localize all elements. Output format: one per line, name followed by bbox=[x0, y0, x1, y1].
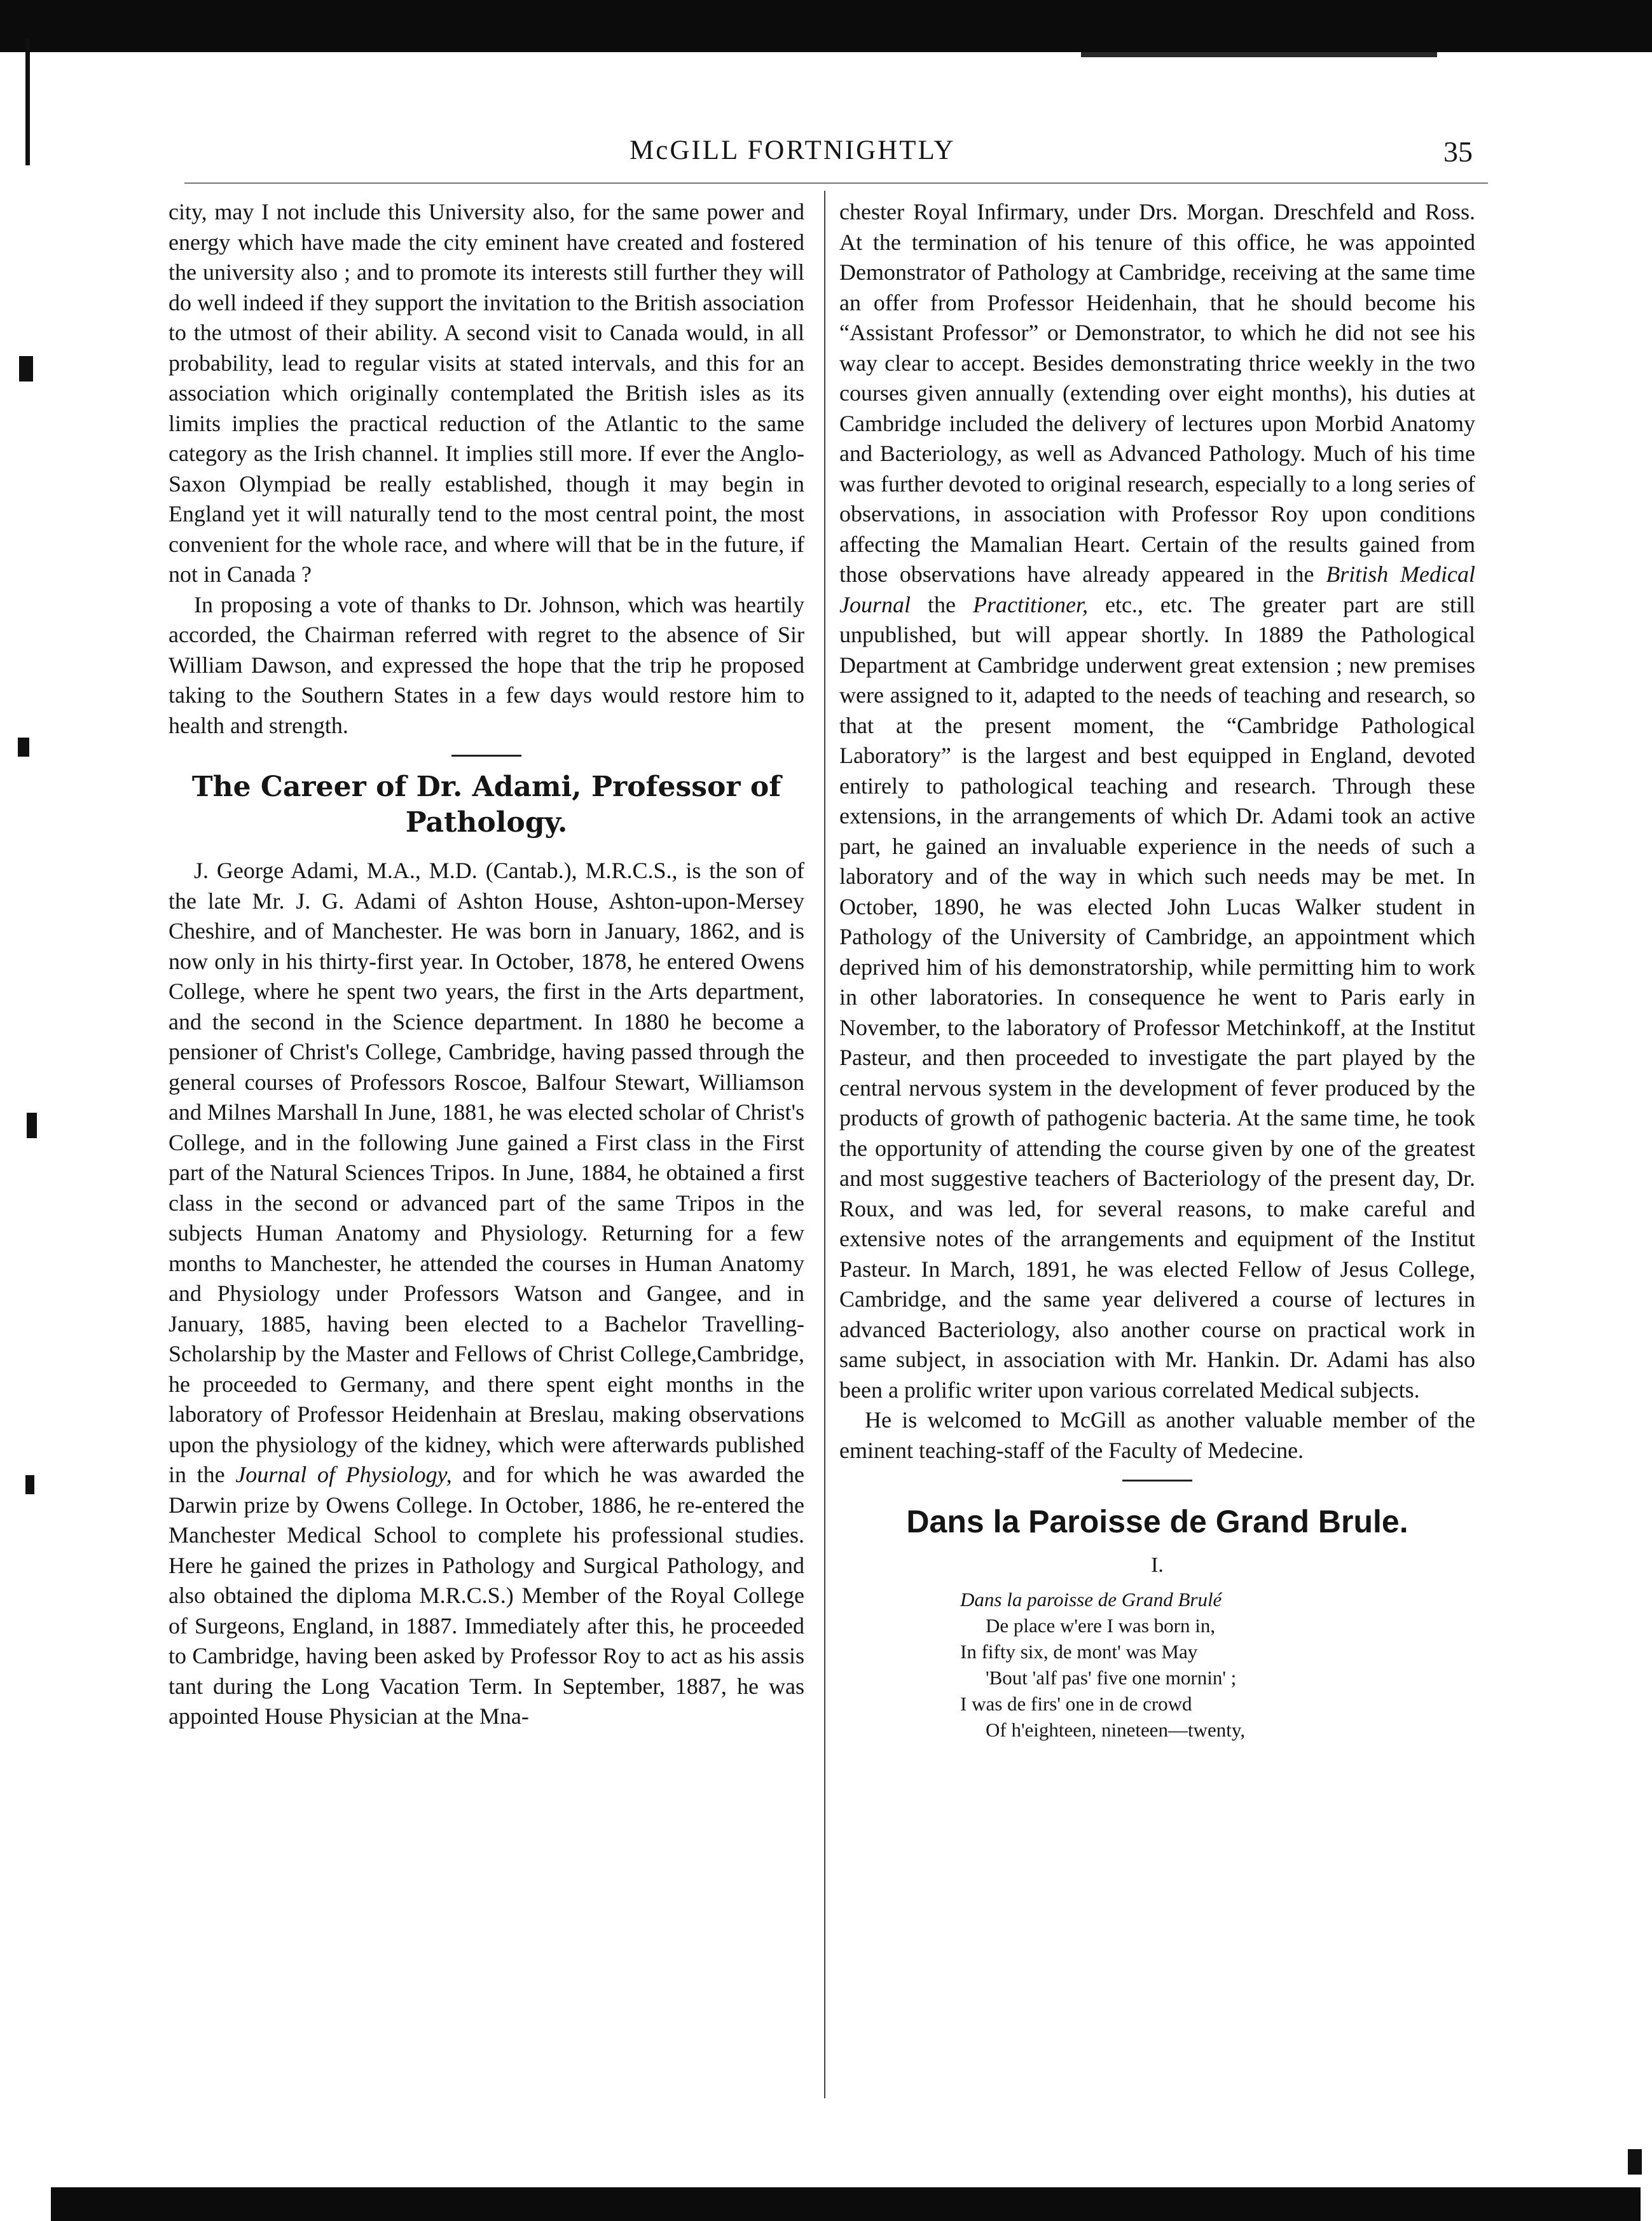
scan-margin-speck bbox=[19, 356, 33, 382]
scan-top-border-edge bbox=[1081, 52, 1437, 57]
poem-line: Of h'eighteen, nineteen—twenty, bbox=[986, 1719, 1246, 1741]
paragraph-welcome: He is welcomed to McGill as another valuable member of the eminent teaching-staff of the Faculty of Medecine. bbox=[839, 1407, 1475, 1463]
paragraph-british-association: city, may I not include this University also, for the same power and energy which have made the city eminent have created and fostered the university also ; and to promote its interests still further they will do well indeed if they support the invitation to the British association to the utmost of their ability. A second visit to Canada would, in all probability, lead to regular visits at stated intervals, and this for an association which originally contemplated the British isles as its limits implies the practical reduction of the Atlantic to the same category as the Irish channel. It implies still more. If ever the Anglo-Saxon Olympiad be really established, though it may begin in England yet it will naturally tend to the most central point, the most convenient for the whole race, and where will that be in the future, if not in Canada ? bbox=[169, 199, 804, 587]
journal-bmj: British Medical Journal bbox=[839, 561, 1476, 617]
poem-line: De place w'ere I was born in, bbox=[986, 1614, 1216, 1637]
header-rule bbox=[184, 182, 1488, 184]
scan-top-border bbox=[0, 0, 1652, 52]
paragraph-adami-biography bbox=[169, 856, 804, 1732]
poem-line: In fifty six, de mont' was May bbox=[960, 1640, 1198, 1663]
scan-margin-speck bbox=[18, 738, 29, 757]
scan-margin-speck bbox=[25, 1475, 34, 1494]
section-divider bbox=[451, 755, 521, 757]
connector-word: the bbox=[928, 591, 956, 617]
poem-line: 'Bout 'alf pas' five one mornin' ; bbox=[986, 1667, 1237, 1689]
poem-section-number: I. bbox=[1151, 1553, 1164, 1577]
poem-line: I was de firs' one in de crowd bbox=[960, 1693, 1192, 1715]
running-head: McGILL FORTNIGHTLY bbox=[630, 135, 956, 165]
biography-text: J. George Adami, M.A., M.D. (Cantab.), M.R.C.S., is the son of the late Mr. J. G. Adami of Ashton House, Ashton-upon-Mersey Cheshire, and of Manchester. He was born in January, 1862, and is now only in his thirty-first year. In October, 1878, he entered Owens College, where he spent two years, the first in the Arts department, and the second in the Science department. In 1880 he become a pensioner of Christ's College, Cambridge, having passed through the general courses of Professors Roscoe, Balfour Stewart, Williamson and Milnes Marshall In June, 1881, he was elected scholar of Christ's College, and in the following June gained a First class in the First part of the Natural Sciences Tripos. In June, 1884, he obtained a first class in the second or advanced part of the same Tripos in the subjects Human Anatomy and Physiology. Returning for a few months to Manchester, he attended the courses in Human Anatomy and Physiology under Professors Watson and Gangee, and in January, 1885, having been elected to a Bachelor Travelling-Scholarship by the Master and Fellows of Christ College,Cambridge, he proceeded to Germany, and there spent eight months in the laboratory of Professor Heidenhain at Breslau, making observations upon the physiology of the kidney, which were afterwards published in the bbox=[169, 858, 804, 1487]
journal-title: Journal of Physiology, bbox=[235, 1462, 452, 1487]
right-column bbox=[839, 197, 1475, 1743]
biography-text-continued: and for which he was awarded the Darwin prize by Owens College. In October, 1886, he re-entered the Manchester Medical School to complete his professional studies. Here he gained the prizes in Pathology and Surgical Pathology, and also obtained the diploma M.R.C.S.) Member of the Royal College of Surgeons, England, in 1887. Immediately after this, he proceeded to Cambridge, having been asked by Professor Roy to act as his assis tant during the Long Vacation Term. In September, 1887, he was appointed House Physician at the Mna- bbox=[169, 1462, 805, 1729]
poem-title: Dans la Paroisse de Grand Brule. bbox=[906, 1504, 1408, 1539]
page-number: 35 bbox=[1443, 135, 1473, 168]
scan-margin-speck bbox=[27, 1113, 37, 1138]
article-title: The Career of Dr. Adami, Professor of Pathology. bbox=[191, 771, 781, 839]
journal-practitioner: Practitioner, bbox=[972, 591, 1088, 617]
scan-left-margin-mark bbox=[25, 38, 30, 165]
poem-line: Dans la paroisse de Grand Brulé bbox=[960, 1588, 1222, 1611]
career-text: chester Royal Infirmary, under Drs. Morgan. Dreschfeld and Ross. At the termination of his tenure of this office, he was appointed Demonstrator of Pathology at Cambridge, receiving at the same time an offer from Professor Heidenhain, that he should become his “Assistant Professor” or Demonstrator, to which he did not see his way clear to accept. Besides demonstrating thrice weekly in the two courses given annually (extending over eight months), his duties at Cambridge included the delivery of lectures upon Morbid Anatomy and Bacteriology, as well as Advanced Pathology. Much of his time was further devoted to original research, especially to a long series of observations, in association with Professor Roy upon conditions affecting the Mamalian Heart. Certain of the results gained from those observations have already appeared in the bbox=[839, 199, 1475, 587]
paragraph-vote-of-thanks: In proposing a vote of thanks to Dr. Johnson, which was heartily accorded, the Chairman referred with regret to the absence of Sir William Dawson, and expressed the hope that the trip he proposed taking to the Southern States in a few days would restore him to health and strength. bbox=[169, 591, 804, 738]
section-divider bbox=[1122, 1480, 1192, 1482]
scan-bottom-border bbox=[51, 2187, 1641, 2221]
column-divider bbox=[824, 191, 825, 2098]
left-column bbox=[169, 197, 804, 1732]
career-text-continued: etc., etc. The greater part are still unpublished, but will appear shortly. In 1889 the Pathological Department at Cambridge underwent great extension ; new premises were assigned to it, adapted to the needs of teaching and research, so that at the present moment, the “Cambridge Pathological Laboratory” is the largest and best equipped in England, devoted entirely to pathological teaching and research. Through these extensions, in the arrangements of which Dr. Adami took an active part, he gained an invaluable experience in the needs of such a laboratory and of the way in which such needs may be met. In October, 1890, he was elected John Lucas Walker student in Pathology of the University of Cambridge, an appointment which deprived him of his demonstratorship, while permitting him to work in other laboratories. In consequence he went to Paris early in November, to the laboratory of Professor Metchinkoff, at the Institut Pasteur, and then proceeded to investigate the part played by the central nervous system in the development of fever produced by the products of growth of pathogenic bacteria. At the same time, he took the opportunity of attending the course given by one of the greatest and most suggestive teachers of Bacteriology of the present day, Dr. Roux, and was led, for several reasons, to make careful and extensive notes of the arrangements and equipment of the Institut Pasteur. In March, 1891, he was elected Fellow of Jesus College, Cambridge, and the same year delivered a course of lectures in advanced Bacteriology, also another course on practical work in same subject, in association with Mr. Hankin. Dr. Adami has also been a prolific writer upon various correlated Medical subjects. bbox=[839, 591, 1476, 1403]
scan-margin-speck bbox=[1628, 2149, 1642, 2175]
paragraph-adami-career bbox=[839, 197, 1475, 1405]
